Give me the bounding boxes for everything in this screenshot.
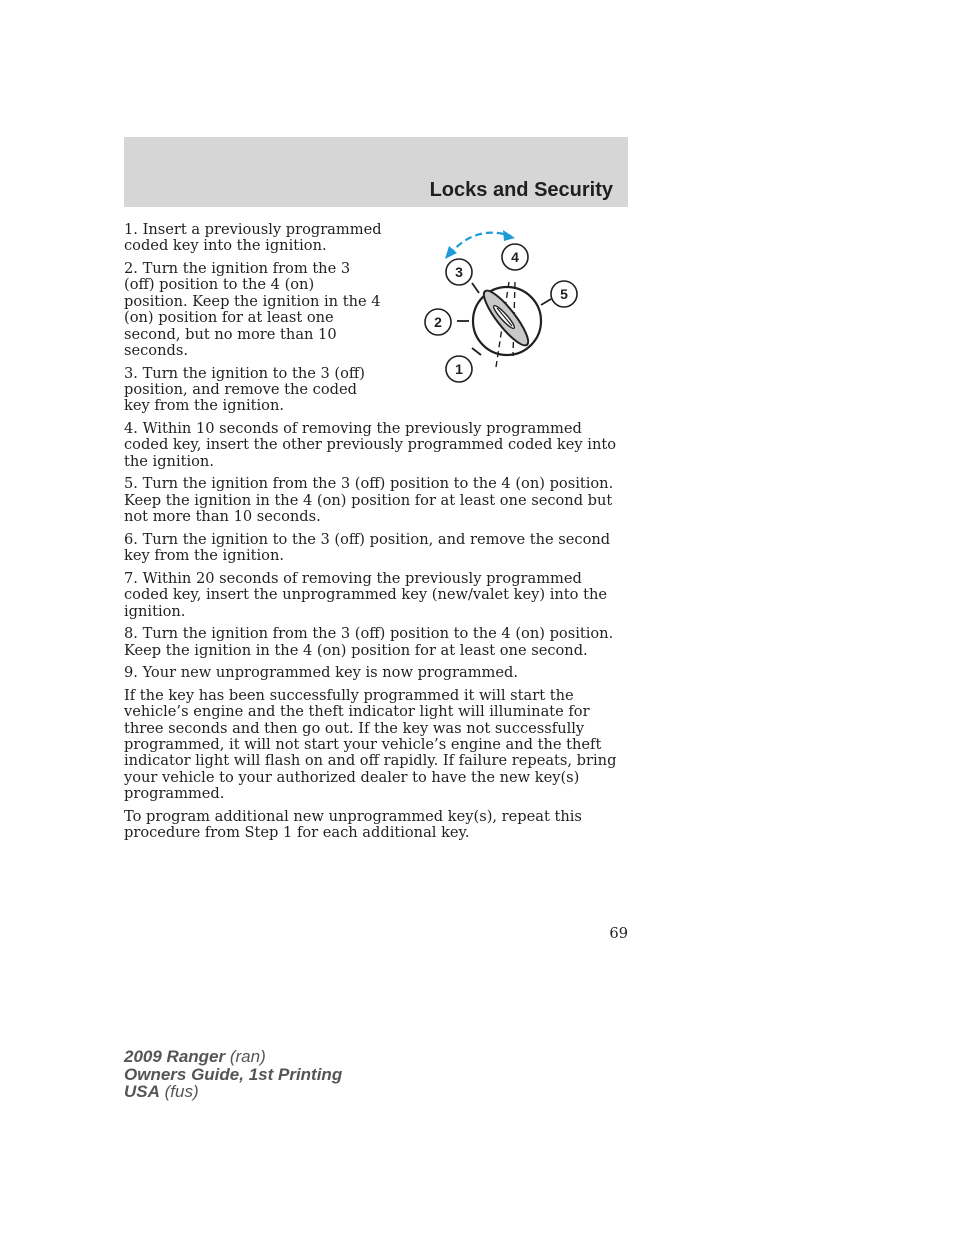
step-5: 5. Turn the ignition from the 3 (off) position to the 4 (on) position. Keep the ignition in the 4 (on) position for at least one second but not more than 10 seconds.: [124, 475, 614, 526]
footer-line-2: [124, 1066, 342, 1084]
step-9: 9. Your new unprogrammed key is now programmed.: [124, 664, 519, 682]
step-2: 2. Turn the ignition from the 3 (off) position to the 4 (on) position. Keep the ignition in the 4 (on) position for at least one second, but no more than 10 seconds.: [124, 260, 381, 360]
procedure-body: [124, 222, 628, 848]
position-5-label: 5: [560, 286, 568, 302]
position-2-label: 2: [434, 314, 442, 330]
footer-model: 2009 Ranger: [124, 1047, 226, 1066]
footer-model-code: (ran): [229, 1047, 266, 1066]
step-1: 1. Insert a previously programmed coded key into the ignition.: [124, 221, 382, 255]
page-number: 69: [609, 925, 628, 942]
step-3: 3. Turn the ignition to the 3 (off) position, and remove the coded key from the ignition.: [124, 364, 365, 415]
step-7: 7. Within 20 seconds of removing the previously programmed coded key, insert the unprogrammed key (new/valet key) into the ignition.: [124, 569, 607, 620]
step-4: 4. Within 10 seconds of removing the previously programmed coded key, insert the other previously programmed coded key into the ignition.: [124, 420, 617, 470]
document-footer: [124, 1048, 342, 1101]
position-3-label: 3: [455, 264, 463, 280]
footer-line-1: [124, 1048, 342, 1066]
footer-line-3: [124, 1083, 342, 1101]
step-8: 8. Turn the ignition from the 3 (off) position to the 4 (on) position. Keep the ignition in the 4 (on) position for at least one second.: [124, 625, 614, 659]
footer-market: USA: [124, 1082, 160, 1101]
section-title: Locks and Security: [429, 179, 613, 201]
footer-edition: Owners Guide, 1st Printing: [124, 1064, 343, 1084]
position-4-label: 4: [511, 249, 519, 265]
footer-market-code: (fus): [164, 1082, 199, 1101]
additional-keys-paragraph: To program additional new unprogrammed key(s), repeat this procedure from Step 1 for each additional key.: [124, 807, 582, 842]
position-1-label: 1: [455, 361, 463, 377]
result-paragraph: If the key has been successfully programmed it will start the vehicle’s engine and the theft indicator light will illuminate for three seconds and then go out. If the key was not successfully programmed, it will not start your vehicle’s engine and the theft indicator light will flash on and off rapidly. If failure repeats, bring your vehicle to your authorized dealer to have the new key(s) programmed.: [124, 686, 617, 803]
section-header-band: [124, 137, 628, 207]
step-6: 6. Turn the ignition to the 3 (off) position, and remove the second key from the ignition.: [124, 530, 611, 565]
